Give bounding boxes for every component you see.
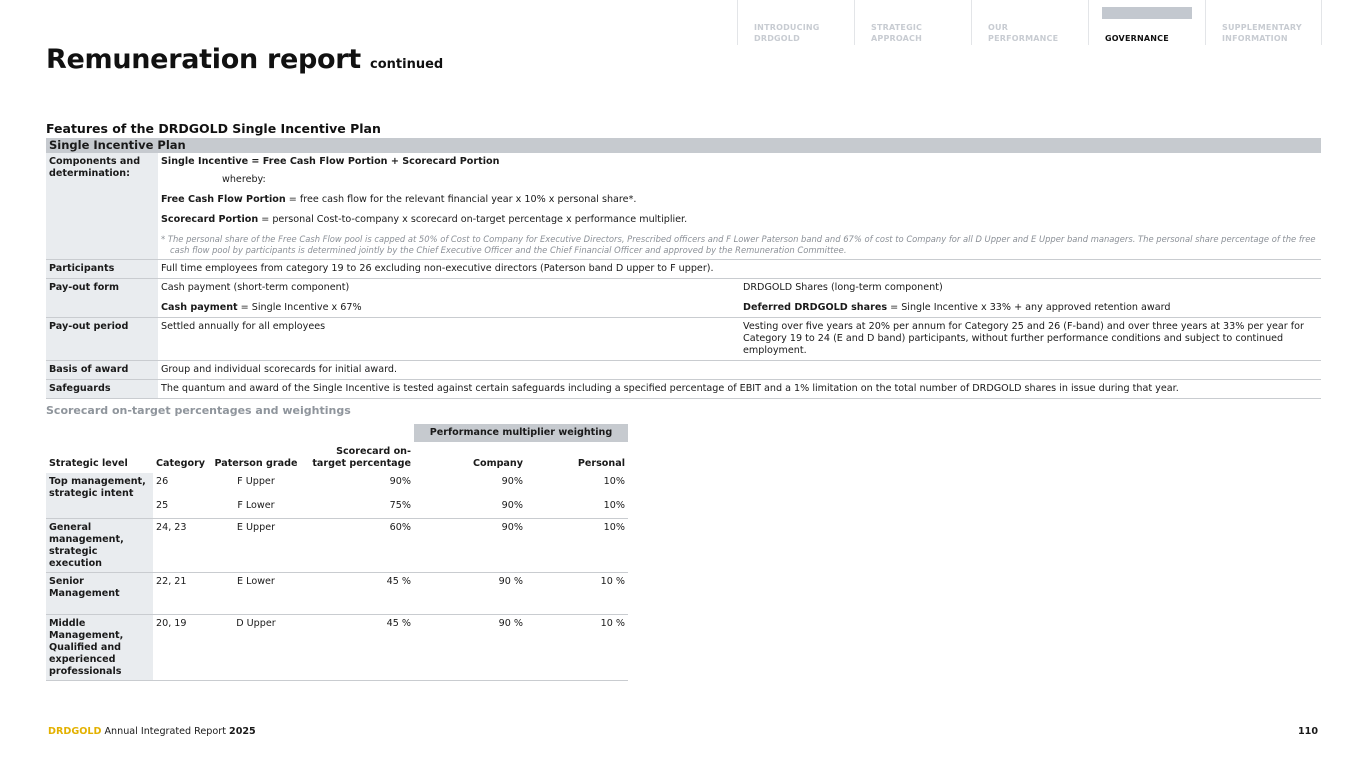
strategic-level: Senior Management [46,573,153,615]
group-header-row [46,424,628,442]
cash-term: Cash payment [161,302,238,313]
ontarget-percentage: 75% [302,498,414,519]
row-label: Pay-out form [46,279,158,318]
category: 24, 23 [153,519,210,573]
paterson-grade: E Upper [210,519,302,573]
row-label: Safeguards [46,380,158,399]
table-row-payout-period [46,318,1321,361]
row-label: Pay-out period [46,318,158,361]
nav-tab-label: PERFORMANCE [988,34,1059,43]
nav-tab-label: GOVERNANCE [1105,34,1169,43]
table-row [46,615,628,681]
page-title-suffix: continued [370,57,444,72]
payout-form-shares [740,279,1321,318]
row-label: Participants [46,260,158,279]
company-weighting: 90 % [414,615,526,681]
col-personal: Personal [577,458,625,469]
safeguards-text: The quantum and award of the Single Incentive is tested against certain safeguards including a specified percentage of EBIT and a 1% limitation on the total number of DRDGOLD shares in issue during that year. [158,380,1321,399]
paterson-grade: F Upper [237,476,275,487]
table-row [46,519,628,573]
shares-term: Deferred DRDGOLD shares [743,302,888,313]
formula: Single Incentive = Free Cash Flow Portion + Scorecard Portion [161,156,500,167]
payout-form-cash [158,279,740,318]
category: 25 [153,498,210,519]
table-header: Single Incentive Plan [46,138,1321,153]
table-row-participants [46,260,1321,279]
nav-tab-supplementary-information[interactable] [1205,0,1322,45]
page-title-text: Remuneration report [46,44,361,75]
personal-weighting: 10% [603,476,625,487]
paterson-grade: F Lower [210,498,302,519]
category: 22, 21 [153,573,210,615]
nav-tab-label: DRDGOLD [754,34,800,43]
category: 26 [156,476,169,487]
table-row-components [46,153,1321,260]
personal-weighting: 10% [526,519,628,573]
footer-year: 2025 [229,726,256,737]
fcf-definition [161,194,1318,206]
footer [48,726,256,737]
strategic-level: Middle Management, Qualified and experienced professionals [46,615,153,681]
performance-multiplier-header: Performance multiplier weighting [414,424,628,442]
section-heading: Features of the DRDGOLD Single Incentive Plan [46,121,381,136]
table-row [46,473,628,498]
company-weighting: 90 % [414,573,526,615]
spacer [46,424,414,442]
basis-text: Group and individual scorecards for initial award. [158,361,1321,380]
active-tab-indicator [1102,7,1192,19]
table-header-row [46,138,1321,153]
scorecard-definition [161,214,1318,226]
company-weighting: 90% [414,519,526,573]
participants-text: Full time employees from category 19 to 26 excluding non-executive directors (Paterson band D upper to F upper). [158,260,1321,279]
col-paterson-grade: Paterson grade [214,458,298,469]
table-row-safeguards [46,380,1321,399]
row-label: Components and determination: [46,153,158,260]
scorecard-table [46,424,628,681]
scorecard-term: Scorecard Portion [161,214,259,225]
cash-payment-def [161,302,737,314]
payout-period-right: Vesting over five years at 20% per annum for Category 25 and 26 (F-band) and over three years at 33% per year for Category 19 to 24 (E and D band) participants, without further performance conditions and subject to continued employment. [740,318,1321,361]
components-cell [158,153,1321,260]
shares-component: DRDGOLD Shares (long-term component) [743,282,943,293]
personal-weighting: 10 % [526,615,628,681]
strategic-level: Top management, strategic intent [46,473,153,519]
nav-tab-label: INTRODUCING [754,23,820,32]
fcf-term: Free Cash Flow Portion [161,194,286,205]
col-strategic-level: Strategic level [49,458,128,469]
deferred-shares-def [743,302,1318,314]
table-row-payout-form [46,279,1321,318]
nav-tab-label: APPROACH [871,34,923,43]
scorecard-def: = personal Cost-to-company x scorecard on-target percentage x performance multiplier. [258,214,688,225]
nav-tab-label: STRATEGIC [871,23,923,32]
company-weighting: 90% [501,476,523,487]
ontarget-percentage: 90% [389,476,411,487]
row-label: Basis of award [46,361,158,380]
nav-tab-label: INFORMATION [1222,34,1288,43]
page-title [46,44,443,75]
col-company: Company [472,458,523,469]
footer-report: Annual Integrated Report [101,726,230,737]
paterson-grade: E Lower [210,573,302,615]
personal-weighting: 10 % [526,573,628,615]
nav-tab-strategic-approach[interactable] [854,0,971,45]
shares-def: = Single Incentive x 33% + any approved retention award [887,302,1171,313]
ontarget-percentage: 45 % [302,573,414,615]
payout-period-left: Settled annually for all employees [158,318,740,361]
footnote: * The personal share of the Free Cash Flow pool is capped at 50% of Cost to Company for Executive Directors, Prescribed officers and F Lower Paterson band and 67% of cost to Company for all D Upper and E Upper band managers. The personal share percentage of the free cash flow pool by participants is determined jointly by the Chief Executive Officer and the Chief Financial Officer and approved by the Remuneration Committee. [161,234,1316,255]
ontarget-percentage: 45 % [302,615,414,681]
paterson-grade: D Upper [210,615,302,681]
section-nav [737,0,1322,45]
nav-tab-label: OUR [988,23,1009,32]
ontarget-percentage: 60% [302,519,414,573]
nav-tab-governance[interactable] [1088,0,1205,45]
footer-brand: DRDGOLD [48,726,102,737]
single-incentive-plan-table [46,138,1321,399]
nav-tab-label: SUPPLEMENTARY [1222,23,1302,32]
col-category: Category [156,458,206,469]
company-weighting: 90% [414,498,526,519]
category: 20, 19 [153,615,210,681]
nav-tab-introducing-drdgold[interactable] [737,0,854,45]
personal-weighting: 10% [526,498,628,519]
cash-component: Cash payment (short-term component) [161,282,350,293]
scorecard-heading: Scorecard on-target percentages and weightings [46,404,351,417]
strategic-level: General management, strategic execution [46,519,153,573]
page-number: 110 [1297,726,1318,737]
nav-tab-our-performance[interactable] [971,0,1088,45]
cash-def: = Single Incentive x 67% [237,302,362,313]
col-ontarget: Scorecard on-target percentage [312,446,411,469]
table-row-basis [46,361,1321,380]
fcf-def: = free cash flow for the relevant financial year x 10% x personal share*. [285,194,637,205]
table-row [46,573,628,615]
whereby-text: whereby: [222,174,266,185]
column-header-row [46,442,628,473]
